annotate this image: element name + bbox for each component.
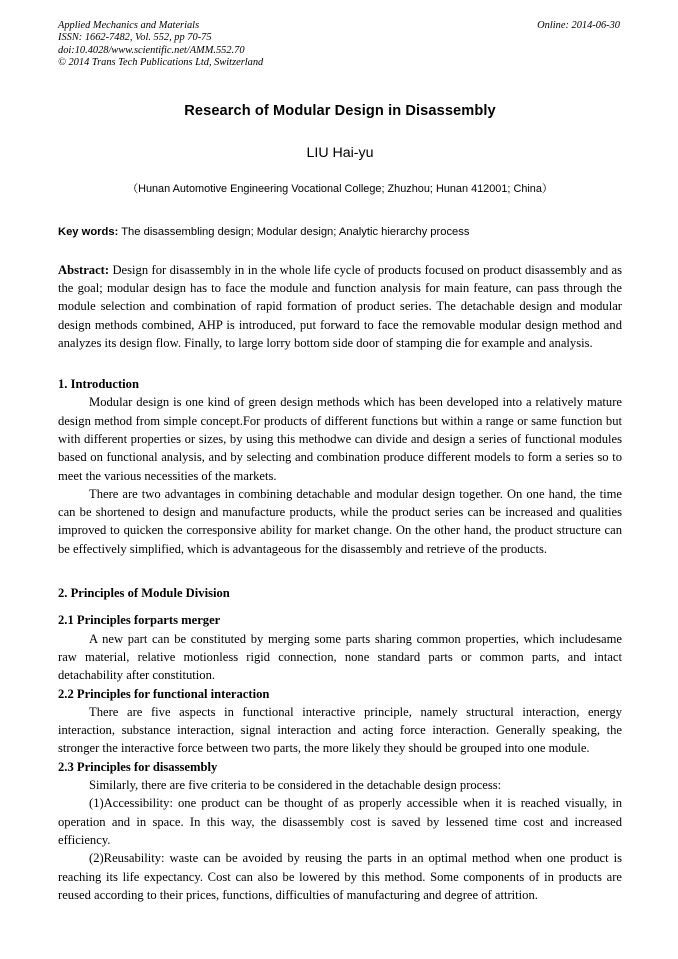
publication-header xyxy=(58,20,622,70)
subsection-heading-functional-interaction: 2.2 Principles for functional interaction xyxy=(58,686,270,701)
section-heading-module-division: 2. Principles of Module Division xyxy=(58,586,230,601)
abstract-block xyxy=(58,261,622,352)
abstract-label: Abstract: xyxy=(58,262,110,277)
copyright-line: © 2014 Trans Tech Publications Ltd, Switzerland xyxy=(58,57,264,69)
keywords-label: Key words: xyxy=(58,225,119,238)
subsection-heading-parts-merger: 2.1 Principles forparts merger xyxy=(58,613,221,628)
paragraph-23-2: (1)Accessibility: one product can be thought of as properly accessible when it is reached visually, in operation and in space. In this way, the disassembly cost is saved by lessened time cost and increased efficiency. xyxy=(58,796,622,847)
abstract-text: Design for disassembly in in the whole life cycle of products focused on product disassembly and as the goal; modular design has to face the module and function analysis for main feature, can pass through the module selection and combination of rapid formation of product series. The detachable design and modular design methods combined, AHP is introduced, put forward to face the removable modular design method and analyzes its design flow. Finally, to large lorry bottom side door of stamping die for example and analysis. xyxy=(58,262,622,350)
issn-volume-pages: ISSN: 1662-7482, Vol. 552, pp 70-75 xyxy=(58,32,212,44)
paragraph-21-1: A new part can be constituted by merging some parts sharing common properties, which includesame raw material, relative motionless rigid connection, none standard parts or common parts, and intact detachability after constitution. xyxy=(58,631,622,683)
online-date: Online: 2014-06-30 xyxy=(537,20,620,31)
author-affiliation: （Hunan Automotive Engineering Vocational College; Zhuzhou; Hunan 412001; China） xyxy=(127,182,553,195)
paragraph-23-1: Similarly, there are five criteria to be considered in the detachable design process: xyxy=(89,778,502,793)
keywords-line xyxy=(58,225,622,239)
paragraph-intro-2: There are two advantages in combining detachable and modular design together. On one hand, the time can be shortened to design and manufacture products, while the product series can be increased and qualities improved to quicken the corresponsive ability for market change. On the other hand, the product structure can be effectively simplified, which is advantageous for the disassembly and retrieve of the products. xyxy=(58,486,622,556)
page-title: Research of Modular Design in Disassembly xyxy=(184,102,496,119)
journal-name: Applied Mechanics and Materials xyxy=(58,20,200,31)
paragraph-23-3: (2)Reusability: waste can be avoided by reusing the parts in an optimal method when one product is reaching its life expectancy. Cost can also be lowered by this method. Some components of in products are reused according to their prices, functions, difficulties of manufacturing and degree of attrition. xyxy=(58,851,622,902)
doi-line: doi:10.4028/www.scientific.net/AMM.552.70 xyxy=(58,44,245,56)
section-heading-introduction: 1. Introduction xyxy=(58,377,139,392)
author-name: LIU Hai-yu xyxy=(306,144,374,161)
publication-header-left xyxy=(58,20,263,70)
subsection-heading-disassembly: 2.3 Principles for disassembly xyxy=(58,759,218,774)
paragraph-intro-1: Modular design is one kind of green design methods which has been developed into a relatively mature design method from simple concept.For products of different functions but within a range or same function but with different properties or sizes, by using this methodwe can divide and design a series of functional modules based on functional analysis, and by selecting and combination produce different models to form a series so to meet the various necessities of the markets. xyxy=(58,395,622,483)
keywords-text: The disassembling design; Modular design; Analytic hierarchy process xyxy=(118,225,470,238)
paragraph-22-1: There are five aspects in functional interactive principle, namely structural interaction, energy interaction, substance interaction, signal interaction and acting force interaction. Generally speaking, the stronger the interactive force between two parts, the more likely they should be grouped into one module. xyxy=(58,704,622,756)
publication-header-right xyxy=(537,20,622,32)
